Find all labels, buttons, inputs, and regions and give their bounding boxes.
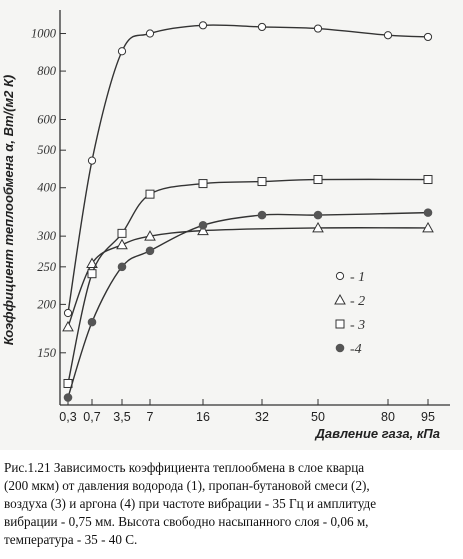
x-tick-label: 0,7	[83, 410, 101, 424]
series-2-point	[63, 322, 73, 331]
y-tick-label: 400	[37, 180, 56, 195]
figure-caption: Рис.1.21 Зависимость коэффициента теплообмена в слое кварца (200 мкм) от давления водорода (1), пропан-бутановой смеси (2), воздуха (3) и аргона (4) при частоте вибрации - 35 Гц и амплитуде вибрации - 0,75 мм. Высота свободно насыпанного слоя - 0,06 м, температура - 35 - 40 С.	[4, 460, 377, 547]
x-axis-label: Давление газа, кПа	[315, 426, 440, 441]
x-tick-label: 80	[381, 410, 395, 424]
series-4-point	[199, 221, 207, 229]
y-axis-label: Коэффициент теплообмена α, Вт/(м2 К)	[1, 74, 16, 346]
x-tick-label: 3,5	[113, 410, 131, 424]
series-1-point	[199, 22, 206, 29]
y-tick-label: 500	[37, 143, 56, 158]
series-3-point	[258, 178, 266, 186]
series-1-point	[258, 23, 265, 30]
legend-label: - 2	[350, 294, 366, 309]
series-3-line	[68, 179, 428, 383]
legend-label: - 3	[350, 318, 366, 333]
y-tick-label: 800	[37, 64, 56, 79]
series-3-point	[118, 229, 126, 237]
series-3-point	[314, 176, 322, 184]
series-2-point	[117, 240, 127, 249]
y-tick-label: 600	[37, 112, 56, 127]
y-tick-label: 300	[37, 229, 56, 244]
series-3-point	[146, 190, 154, 198]
series-1-point	[424, 33, 431, 40]
y-tick-label: 1000	[31, 26, 56, 41]
series-4-point	[64, 394, 72, 402]
legend-label: - 1	[350, 270, 366, 285]
y-tick-label: 150	[37, 345, 56, 360]
series-4-point	[88, 318, 96, 326]
series-3-point	[424, 176, 432, 184]
series-4-point	[258, 211, 266, 219]
x-tick-label: 16	[196, 410, 210, 424]
series-1-point	[118, 48, 125, 55]
series-4-point	[146, 247, 154, 255]
series-1-point	[384, 32, 391, 39]
y-tick-label: 200	[37, 297, 56, 312]
series-1-point	[146, 30, 153, 37]
series-3-point	[199, 180, 207, 188]
x-tick-label: 95	[421, 410, 435, 424]
x-tick-label: 32	[255, 410, 269, 424]
x-tick-label: 0,3	[59, 410, 77, 424]
legend-marker	[335, 295, 345, 304]
legend-marker	[336, 272, 343, 279]
series-1-point	[64, 309, 71, 316]
x-tick-label: 50	[311, 410, 325, 424]
series-3-point	[88, 270, 96, 278]
legend-marker	[336, 344, 344, 352]
series-4-point	[314, 211, 322, 219]
series-1-point	[88, 157, 95, 164]
series-4-point	[424, 209, 432, 217]
x-tick-label: 7	[146, 410, 154, 424]
legend-label: -4	[350, 342, 362, 357]
y-tick-label: 250	[37, 259, 56, 274]
legend-marker	[336, 320, 344, 328]
series-4-point	[118, 263, 126, 271]
series-1-point	[314, 25, 321, 32]
